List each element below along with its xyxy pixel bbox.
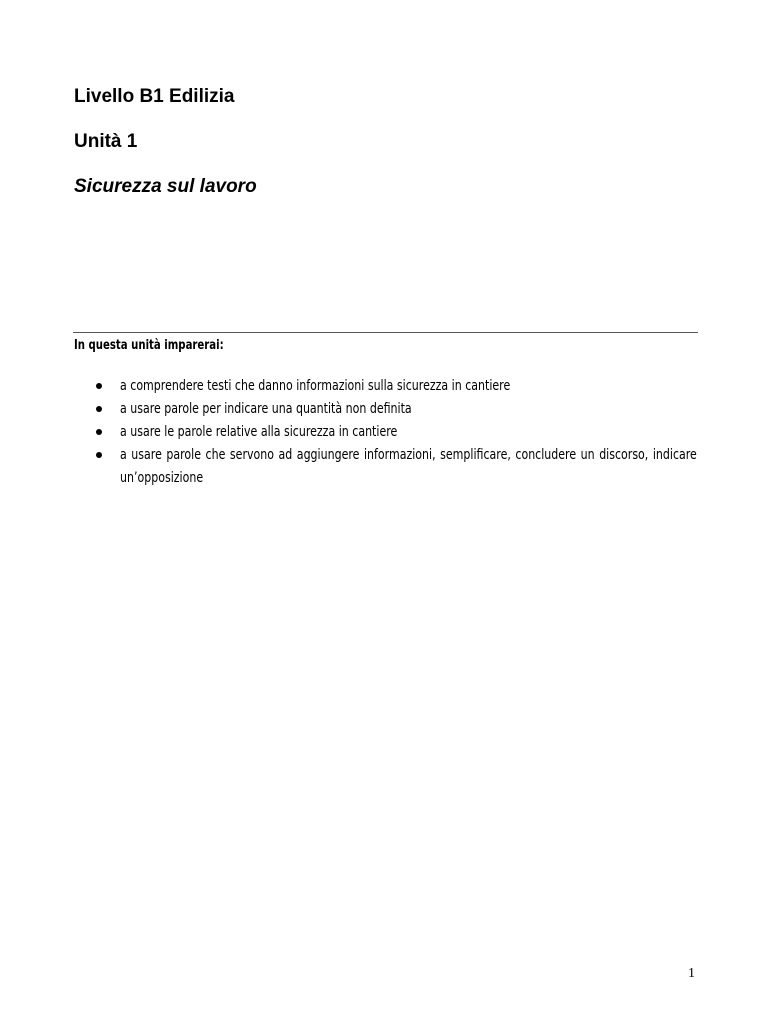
- page-number: 1: [688, 966, 695, 981]
- bullet-icon: [96, 383, 102, 389]
- objective-item: [96, 375, 698, 398]
- bullet-icon: [96, 406, 102, 412]
- objective-text: a usare le parole relative alla sicurezza in cantiere: [120, 424, 398, 440]
- objective-item: [96, 398, 698, 421]
- section-divider: [73, 332, 698, 333]
- objective-item: [96, 421, 698, 444]
- document-level-title: Livello B1 Edilizia: [74, 86, 235, 107]
- objective-text: a comprendere testi che danno informazioni sulla sicurezza in cantiere: [120, 378, 511, 394]
- unit-title: Unità 1: [74, 131, 138, 152]
- objective-text: a usare parole per indicare una quantità non definita: [120, 401, 412, 417]
- objective-text: a usare parole che servono ad aggiungere informazioni, semplificare, concludere un discorso, indicare un’opposizione: [120, 447, 697, 486]
- unit-subject-title: Sicurezza sul lavoro: [74, 176, 257, 197]
- objectives-list: [96, 375, 698, 490]
- bullet-icon: [96, 452, 102, 458]
- bullet-icon: [96, 429, 102, 435]
- objectives-heading: In questa unità imparerai:: [74, 338, 224, 353]
- objective-item: [96, 444, 698, 490]
